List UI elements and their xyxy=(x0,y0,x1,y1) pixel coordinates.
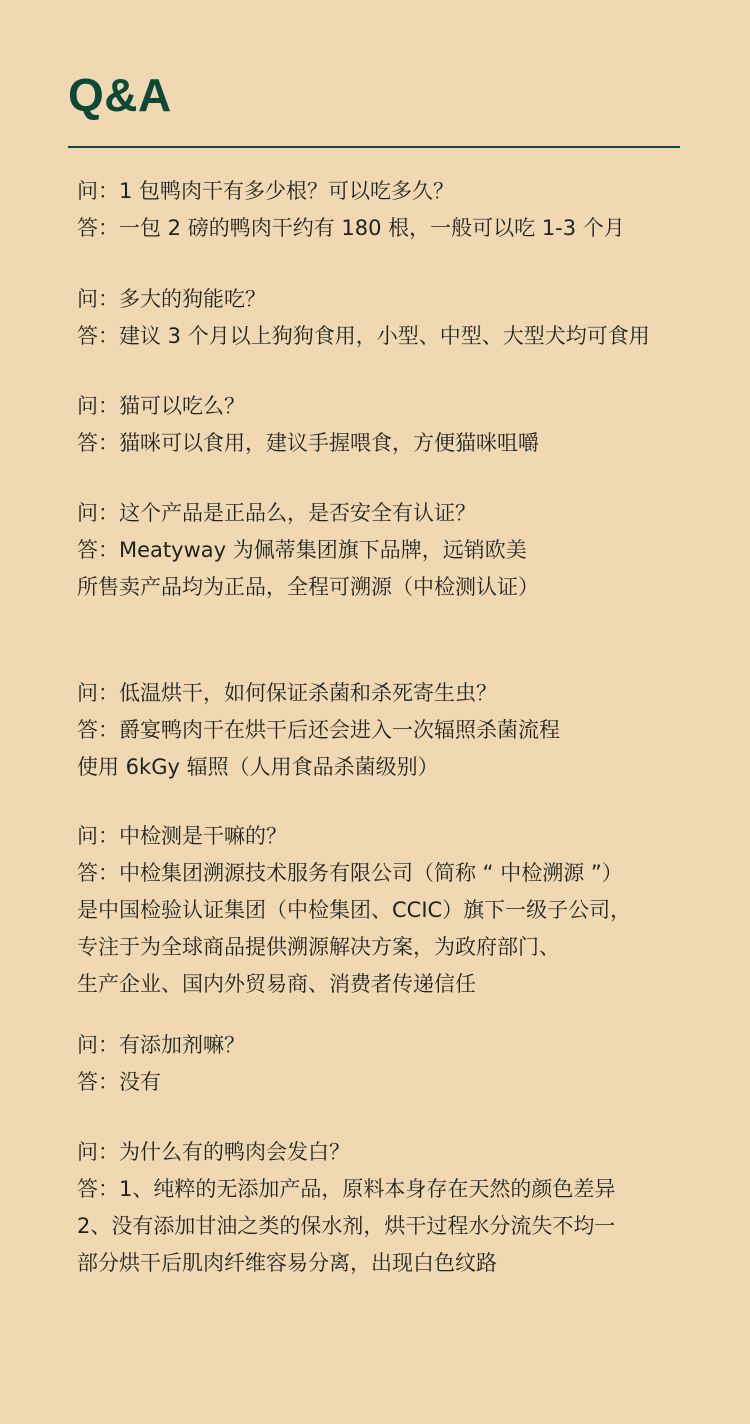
answer-6-line-4: 生产企业、国内外贸易商、消费者传递信任 xyxy=(77,972,476,996)
answer-5-line-2: 使用 6kGy 辐照（人用食品杀菌级别） xyxy=(77,755,439,779)
question-7: 问：有添加剂嘛？ xyxy=(77,1033,245,1057)
qa-item-4 xyxy=(77,495,697,606)
qa-item-6 xyxy=(77,818,697,1003)
qa-item-1 xyxy=(77,173,697,247)
qa-item-2 xyxy=(77,281,697,355)
question-3: 问：猫可以吃么？ xyxy=(77,394,245,418)
answer-4-line-1: 答：Meatyway 为佩蒂集团旗下品牌，远销欧美 xyxy=(77,538,527,562)
answer-6-line-1: 答：中检集团溯源技术服务有限公司（简称 “ 中检溯源 ”） xyxy=(77,861,623,885)
qa-item-5 xyxy=(77,675,697,786)
answer-8-line-1: 答：1、纯粹的无添加产品，原料本身存在天然的颜色差异 xyxy=(77,1177,616,1201)
answer-5-line-1: 答：爵宴鸭肉干在烘干后还会进入一次辐照杀菌流程 xyxy=(77,718,560,742)
answer-2-line-1: 答：建议 3 个月以上狗狗食用，小型、中型、大型犬均可食用 xyxy=(77,324,650,348)
answer-1-line-1: 答：一包 2 磅的鸭肉干约有 180 根，一般可以吃 1-3 个月 xyxy=(77,216,625,240)
answer-6-line-2: 是中国检验认证集团（中检集团、CCIC）旗下一级子公司， xyxy=(77,898,632,922)
answer-3-line-1: 答：猫咪可以食用，建议手握喂食，方便猫咪咀嚼 xyxy=(77,431,539,455)
answer-7-line-1: 答：没有 xyxy=(77,1070,161,1094)
question-4: 问：这个产品是正品么，是否安全有认证？ xyxy=(77,501,476,525)
title-divider xyxy=(68,146,680,148)
question-2: 问：多大的狗能吃？ xyxy=(77,287,266,311)
question-6: 问：中检测是干嘛的？ xyxy=(77,824,287,848)
question-1: 问：1 包鸭肉干有多少根？可以吃多久？ xyxy=(77,179,455,203)
answer-8-line-2: 2、没有添加甘油之类的保水剂，烘干过程水分流失不均一 xyxy=(77,1214,616,1238)
question-5: 问：低温烘干，如何保证杀菌和杀死寄生虫？ xyxy=(77,681,497,705)
answer-8-line-3: 部分烘干后肌肉纤维容易分离，出现白色纹路 xyxy=(77,1251,497,1275)
question-8: 问：为什么有的鸭肉会发白？ xyxy=(77,1140,350,1164)
answer-4-line-2: 所售卖产品均为正品，全程可溯源（中检测认证） xyxy=(77,575,539,599)
answer-6-line-3: 专注于为全球商品提供溯源解决方案，为政府部门、 xyxy=(77,935,560,959)
qa-item-7 xyxy=(77,1027,697,1101)
qa-item-3 xyxy=(77,388,697,462)
qa-item-8 xyxy=(77,1134,697,1282)
page-title: Q&A xyxy=(68,69,172,121)
